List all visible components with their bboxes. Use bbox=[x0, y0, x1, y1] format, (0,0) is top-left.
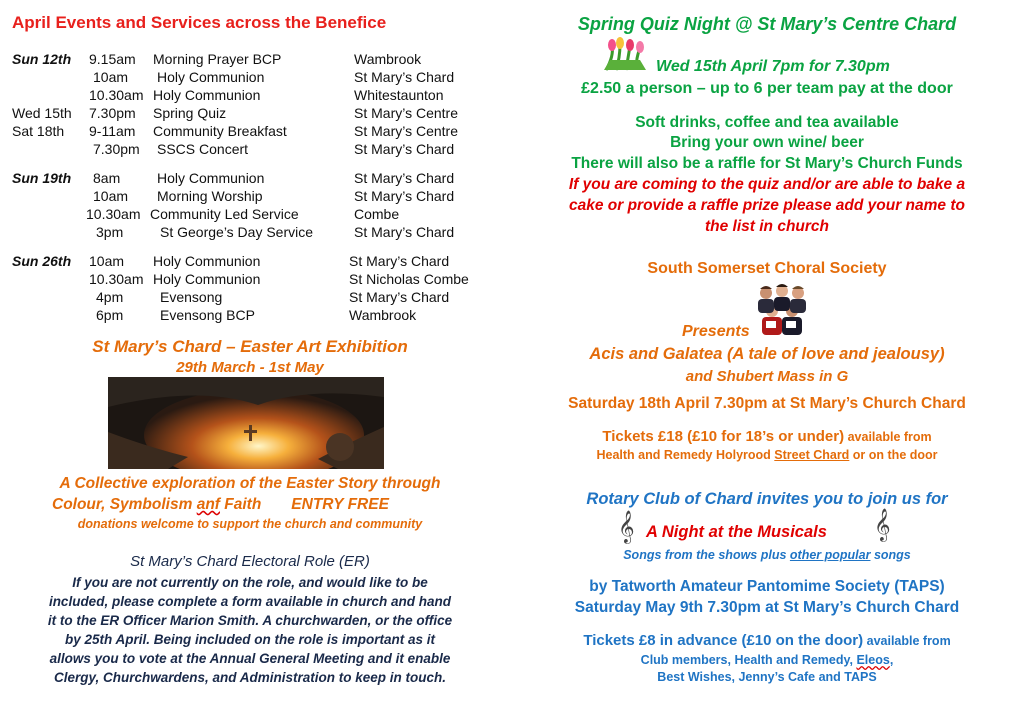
schedule-service: SSCS Concert bbox=[157, 141, 249, 157]
choral-work: Acis and Galatea (A tale of love and jealousy) bbox=[589, 345, 945, 363]
schedule-time: 9.15am bbox=[89, 51, 136, 67]
schedule-time: 8am bbox=[93, 170, 121, 186]
rotary-outlets-eleos: Eleos bbox=[856, 653, 890, 667]
art-title: St Mary’s Chard – Easter Art Exhibition bbox=[92, 337, 408, 356]
schedule-day: Wed 15th bbox=[12, 105, 72, 121]
schedule-time: 10am bbox=[93, 69, 129, 85]
rotary-outlets bbox=[510, 653, 1024, 667]
rotary-songs-b: other popular bbox=[789, 548, 871, 562]
schedule-service: Holy Communion bbox=[157, 69, 265, 85]
art-entry: ENTRY FREE bbox=[291, 496, 389, 513]
schedule-day: Sun 12th bbox=[12, 51, 72, 67]
schedule-place: St Mary’s Centre bbox=[354, 105, 458, 121]
rotary-outlets-c: , bbox=[889, 653, 894, 667]
rotary-date: Saturday May 9th 7.30pm at St Mary’s Church Chard bbox=[574, 599, 960, 616]
schedule-place: St Mary’s Chard bbox=[349, 253, 450, 269]
schedule-place: Combe bbox=[354, 206, 400, 222]
schedule-service: Holy Communion bbox=[153, 87, 261, 103]
quiz-title: Spring Quiz Night @ St Mary’s Centre Chard bbox=[577, 14, 957, 34]
rotary-outlets-a: Club members, Health and Remedy, bbox=[640, 653, 857, 667]
schedule-place: St Mary’s Chard bbox=[354, 170, 455, 186]
rotary-by: by Tatworth Amateur Pantomime Society (TAPS) bbox=[589, 578, 945, 595]
schedule-service: Spring Quiz bbox=[153, 105, 227, 121]
choral-presents: Presents bbox=[682, 323, 750, 340]
rotary-event: A Night at the Musicals bbox=[646, 523, 827, 541]
schedule-place: St Mary’s Chard bbox=[354, 224, 455, 240]
rotary-tickets-price: Tickets £8 in advance (£10 on the door) bbox=[583, 632, 864, 649]
schedule-service: Evensong BCP bbox=[160, 307, 255, 323]
schedule-place: St Mary’s Centre bbox=[354, 123, 458, 139]
choral-tickets-price: Tickets £18 (£10 for 18’s or under) bbox=[602, 428, 845, 445]
choral-title: South Somerset Choral Society bbox=[647, 260, 887, 277]
art-line2-a: Colour, Symbolism bbox=[52, 496, 197, 513]
rotary-outlets-2: Best Wishes, Jenny’s Cafe and TAPS bbox=[657, 670, 877, 684]
schedule-time: 10.30am bbox=[86, 206, 141, 222]
schedule-day: Sun 19th bbox=[12, 170, 72, 186]
rotary-songs-a: Songs from the shows plus bbox=[623, 548, 790, 562]
tulips-icon bbox=[602, 36, 648, 72]
schedule-time: 9-11am bbox=[89, 123, 136, 139]
schedule-time: 10.30am bbox=[89, 87, 144, 103]
electoral-line: by 25th April. Being included on the role is important as it bbox=[64, 632, 436, 647]
quiz-drinks: Soft drinks, coffee and tea available bbox=[635, 114, 899, 131]
schedule-service: Morning Worship bbox=[157, 188, 263, 204]
quiz-raffle: There will also be a raffle for St Mary’s Church Funds bbox=[571, 155, 963, 172]
quiz-appeal-2: cake or provide a raffle prize please add your name to bbox=[569, 197, 965, 214]
treble-clef-icon-left: 𝄞 bbox=[618, 511, 635, 542]
schedule-service: Community Breakfast bbox=[153, 123, 287, 139]
schedule-service: Holy Communion bbox=[157, 170, 265, 186]
schedule-place: Wambrook bbox=[349, 307, 417, 323]
art-line1: A Collective exploration of the Easter Story through bbox=[59, 475, 441, 492]
choral-tickets-available: available from bbox=[844, 430, 932, 444]
schedule-place: St Mary’s Chard bbox=[354, 141, 455, 157]
schedule-time: 10am bbox=[93, 188, 129, 204]
events-heading: April Events and Services across the Benefice bbox=[12, 13, 387, 32]
schedule-day: Sat 18th bbox=[12, 123, 65, 139]
art-line2 bbox=[52, 496, 389, 514]
electoral-line: included, please complete a form available in church and hand bbox=[48, 594, 452, 609]
art-dates: 29th March - 1st May bbox=[176, 359, 324, 376]
quiz-appeal-3: the list in church bbox=[704, 218, 829, 235]
quiz-date: Wed 15th April 7pm for 7.30pm bbox=[656, 58, 890, 75]
schedule-time: 4pm bbox=[96, 289, 124, 305]
schedule-service: Holy Communion bbox=[153, 271, 261, 287]
schedule-time: 7.30pm bbox=[93, 141, 140, 157]
schedule-place: Whitestaunton bbox=[354, 87, 444, 103]
schedule-service: Morning Prayer BCP bbox=[153, 51, 282, 67]
electoral-line: it to the ER Officer Marion Smith. A churchwarden, or the office bbox=[47, 613, 453, 628]
choral-work2: and Shubert Mass in G bbox=[685, 368, 849, 385]
schedule-time: 6pm bbox=[96, 307, 124, 323]
schedule-time: 7.30pm bbox=[89, 105, 136, 121]
choral-tickets bbox=[510, 428, 1024, 445]
schedule-place: St Mary’s Chard bbox=[354, 188, 455, 204]
schedule-day: Sun 26th bbox=[12, 253, 72, 269]
schedule-time: 3pm bbox=[96, 224, 124, 240]
schedule-service: Holy Communion bbox=[153, 253, 261, 269]
schedule-service: St George’s Day Service bbox=[160, 224, 314, 240]
quiz-wine: Bring your own wine/ beer bbox=[670, 134, 864, 151]
choir-icon bbox=[752, 281, 812, 337]
art-line2-typo: anf bbox=[196, 496, 220, 513]
schedule-time: 10.30am bbox=[89, 271, 144, 287]
choral-outlets-street: Street Chard bbox=[774, 448, 850, 462]
choral-outlets-c: or on the door bbox=[849, 448, 938, 462]
rotary-songs bbox=[510, 548, 1024, 562]
choral-date: Saturday 18th April 7.30pm at St Mary’s Church Chard bbox=[568, 395, 966, 412]
electoral-line: allows you to vote at the Annual General Meeting and it enable bbox=[49, 651, 451, 666]
rotary-tickets bbox=[510, 632, 1024, 649]
electoral-title: St Mary’s Chard Electoral Role (ER) bbox=[130, 553, 370, 570]
rotary-tickets-available: available from bbox=[863, 634, 951, 648]
schedule-place: St Mary’s Chard bbox=[354, 69, 455, 85]
choral-outlets bbox=[510, 448, 1024, 462]
rotary-title: Rotary Club of Chard invites you to join us for bbox=[586, 490, 948, 508]
schedule-place: Wambrook bbox=[354, 51, 422, 67]
treble-clef-icon-right: 𝄞 bbox=[874, 509, 891, 540]
quiz-appeal-1: If you are coming to the quiz and/or are able to bake a bbox=[568, 176, 966, 193]
art-donations: donations welcome to support the church and community bbox=[77, 517, 423, 531]
schedule-place: St Nicholas Combe bbox=[349, 271, 469, 287]
schedule-time: 10am bbox=[89, 253, 125, 269]
choral-outlets-a: Health and Remedy Holyrood bbox=[596, 448, 775, 462]
electoral-line: If you are not currently on the role, and would like to be bbox=[72, 575, 428, 590]
quiz-price: £2.50 a person – up to 6 per team pay at the door bbox=[581, 80, 953, 97]
schedule-place: St Mary’s Chard bbox=[349, 289, 450, 305]
rotary-songs-c: songs bbox=[870, 548, 911, 562]
empty-tomb-image bbox=[108, 377, 384, 469]
art-line2-c: Faith bbox=[219, 496, 262, 513]
schedule-service: Evensong bbox=[160, 289, 223, 305]
schedule-service: Community Led Service bbox=[150, 206, 299, 222]
electoral-line: Clergy, Churchwardens, and Administration to keep in touch. bbox=[53, 670, 447, 685]
